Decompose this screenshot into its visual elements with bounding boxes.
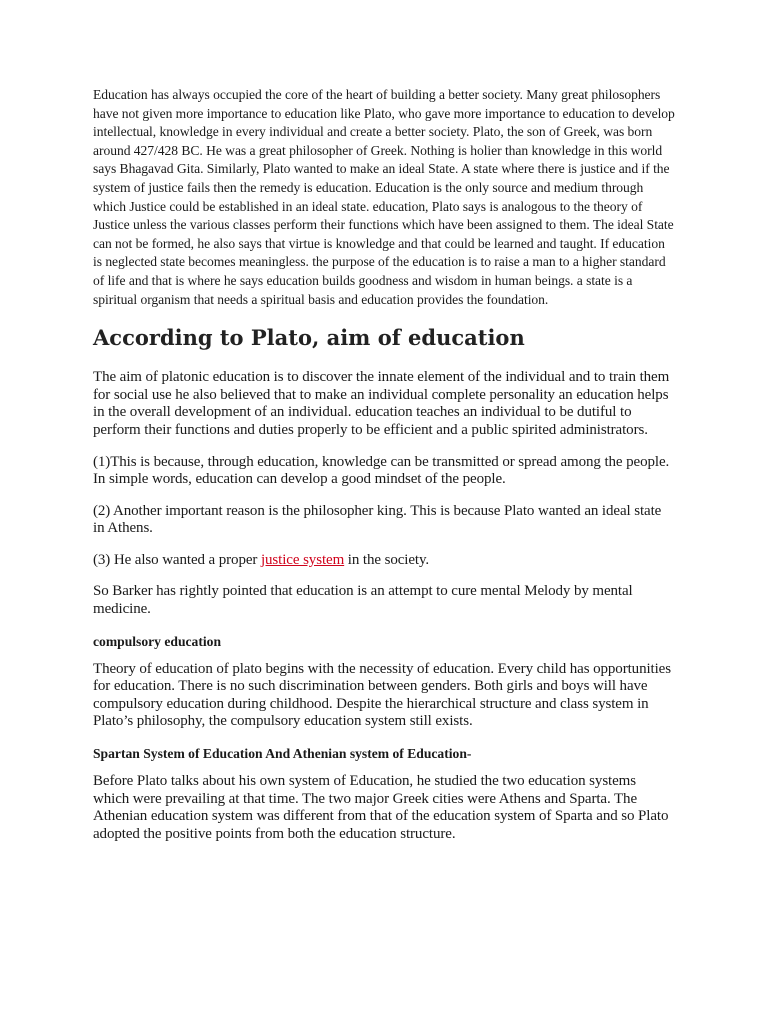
barker-paragraph: So Barker has rightly pointed that education is an attempt to cure mental Melody by mental medicine. (93, 583, 633, 618)
point-1-paragraph: (1)This is because, through education, knowledge can be transmitted or spread among the people. In simple words, education can develop a good mindset of the people. (93, 453, 670, 488)
subheading-compulsory-education: compulsory education (93, 633, 222, 649)
section-heading-aim-of-education: According to Plato, aim of education (93, 325, 525, 351)
point-3-paragraph (93, 552, 675, 570)
point-3-text-before: (3) He also wanted a proper (93, 551, 261, 568)
article-body (93, 86, 675, 843)
justice-system-link[interactable]: justice system (260, 551, 345, 568)
spartan-athenian-paragraph: Before Plato talks about his own system of Education, he studied the two education systems which were prevailing at that time. The two major Greek cities were Athens and Sparta. The Athenian education system was different from that of the education system of Sparta and so Plato adopted the positive points from both the education structure. (93, 773, 669, 842)
point-3-text-after: in the society. (344, 551, 430, 568)
compulsory-education-paragraph: Theory of education of plato begins with the necessity of education. Every child has opportunities for education. There is no such discrimination between genders. Both girls and boys will have compulsory education during childhood. Despite the hierarchical structure and class system in Plato’s philosophy, the compulsory education system still exists. (93, 660, 671, 730)
intro-paragraph: Education has always occupied the core of the heart of building a better society. Many great philosophers have not given more importance to education like Plato, who gave more importance to education to develop intellectual, knowledge in every individual and create a better society. Plato, the son of Greek, was born around 427/428 BC. He was a great philosopher of Greek. Nothing is holier than knowledge in this world says Bhagavad Gita. Similarly, Plato wanted to make an ideal State. A state where there is justice and if the system of justice fails then the remedy is education. Education is the only source and medium through which Justice could be established in an ideal state. education, Plato says is analogous to the theory of Justice unless the various classes perform their functions which have been assigned to them. The ideal State can not be formed, he also says that virtue is knowledge and that could be learned and taught. If education is neglected state becomes meaningless. the purpose of the education is to raise a man to a higher standard of life and that is where he says education builds goodness and wisdom in human beings. a state is a spiritual organism that needs a spiritual basis and education provides the foundation. (93, 87, 675, 307)
aim-paragraph: The aim of platonic education is to discover the innate element of the individual and to train them for social use he also believed that to make an individual complete personality an education helps in the overall development of an individual. education teaches an individual to be dutiful to perform their functions and duties properly to be efficient and a public spirited administrators. (93, 369, 670, 438)
point-2-paragraph: (2) Another important reason is the philosopher king. This is because Plato wanted an ideal state in Athens. (93, 502, 662, 537)
subheading-spartan-athenian: Spartan System of Education And Athenian system of Education- (93, 746, 472, 762)
